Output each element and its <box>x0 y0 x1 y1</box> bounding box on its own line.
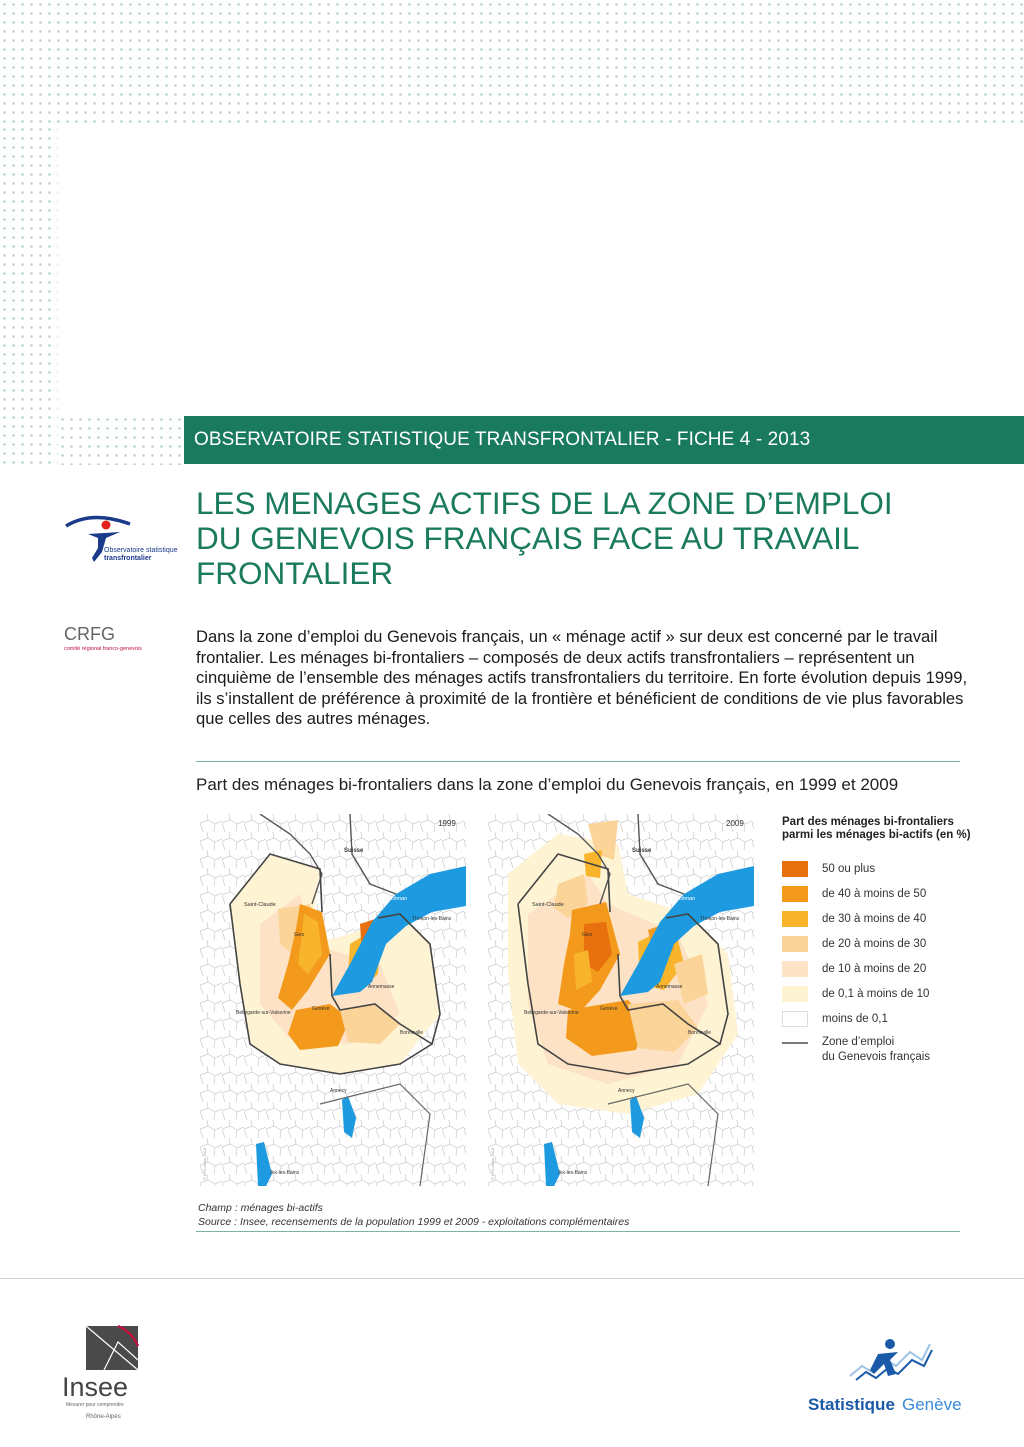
legend-label: de 20 à moins de 30 <box>822 937 927 950</box>
place-label: Thonon-les-Bains <box>700 916 740 922</box>
crfg-name: CRFG <box>64 624 115 644</box>
legend-label: de 0,1 à moins de 10 <box>822 987 930 1000</box>
series-banner: OBSERVATOIRE STATISTIQUE TRANSFRONTALIER - FICHE 4 - 2013 <box>184 416 1024 464</box>
stat-name2: Genève <box>902 1395 962 1414</box>
legend-title: Part des ménages bi-frontaliers parmi les ménages bi-actifs (en %) <box>782 816 971 841</box>
place-label: Aix-les-Bains <box>558 1170 588 1176</box>
legend-item <box>782 956 982 981</box>
place-label: Bonneville <box>688 1030 712 1036</box>
insee-name: Insee <box>62 1372 129 1402</box>
divider <box>196 761 960 762</box>
place-label: Lac Léman <box>380 896 408 902</box>
title-line: DU GENEVOIS FRANÇAIS FACE AU TRAVAIL <box>196 520 860 556</box>
legend-swatch <box>782 936 808 952</box>
map-legend <box>782 816 982 1065</box>
map-copyright: © IGN-Insee 2013 <box>202 1147 207 1180</box>
place-label: Gex <box>294 932 305 938</box>
zone-label-line: du Genevois français <box>822 1051 931 1063</box>
crfg-logo <box>62 622 182 658</box>
place-label: Thonon-les-Bains <box>412 916 452 922</box>
legend-item <box>782 981 982 1006</box>
map-year: 1999 <box>438 819 456 828</box>
map-copyright: © IGN-Insee 2013 <box>490 1147 495 1180</box>
legend-swatch <box>782 986 808 1002</box>
champ-note: Champ : ménages bi-actifs <box>198 1202 323 1214</box>
place-label: Annecy <box>330 1088 347 1094</box>
dot-pattern-top <box>0 0 1024 125</box>
legend-label: de 30 à moins de 40 <box>822 912 927 925</box>
place-label: Genève <box>312 1006 330 1012</box>
legend-label: de 40 à moins de 50 <box>822 887 927 900</box>
place-label: Bonneville <box>400 1030 424 1036</box>
cover-image-panel <box>58 125 1024 415</box>
place-label: Saint-Claude <box>244 902 276 908</box>
intro-paragraph: Dans la zone d’emploi du Genevois français, un « ménage actif » sur deux est concerné par le travail frontalier. Les ménages bi-frontaliers – composés de deux actifs transfrontaliers – représentent un cinquième de l’ensemble des ménages actifs transfrontaliers du territoire. En forte évolution depuis 1999, ils s’installent de préférence à proximité de la frontière et bénéficient de conditions de vie plus favorables que celles des autres ménages. <box>196 627 968 729</box>
legend-label: moins de 0,1 <box>822 1012 888 1025</box>
dot-pattern-left <box>0 125 58 465</box>
legend-swatch <box>782 911 808 927</box>
statistique-geneve-logo <box>800 1330 980 1420</box>
place-label: Annemasse <box>656 984 683 990</box>
legend-zone-label <box>822 1035 930 1065</box>
place-label: Annemasse <box>368 984 395 990</box>
map-year: 2009 <box>726 819 744 828</box>
place-label: Annecy <box>618 1088 635 1094</box>
legend-item <box>782 881 982 906</box>
place-label: Lac Léman <box>668 896 696 902</box>
title-line: FRONTALIER <box>196 555 394 591</box>
insee-logo <box>58 1322 148 1422</box>
stat-head-icon <box>885 1339 895 1349</box>
legend-swatch <box>782 886 808 902</box>
stat-name1: Statistique <box>808 1395 895 1414</box>
source-note: Source : Insee, recensements de la population 1999 et 2009 - exploitations complémentaires <box>198 1216 630 1228</box>
legend-item <box>782 1006 982 1031</box>
figure-notes <box>198 1201 629 1229</box>
logo-head-icon <box>102 521 111 530</box>
legend-item <box>782 856 982 881</box>
obs-line2: transfrontalier <box>104 555 152 562</box>
title-line: LES MENAGES ACTIFS DE LA ZONE D’EMPLOI <box>196 485 893 521</box>
map-2009 <box>488 814 754 1186</box>
place-label: Genève <box>600 1006 618 1012</box>
observatoire-logo <box>62 512 182 568</box>
place-label: Gex <box>582 932 593 938</box>
footer-divider <box>0 1278 1024 1279</box>
legend-label: 50 ou plus <box>822 862 876 875</box>
place-label: Bellegarde-sur-Valserine <box>236 1010 291 1016</box>
place-label: Saint-Claude <box>532 902 564 908</box>
legend-zone-item <box>782 1035 982 1065</box>
zone-label-line: Zone d’emploi <box>822 1036 895 1048</box>
crfg-sub: comité régional franco-genevois <box>64 646 142 652</box>
legend-label: de 10 à moins de 20 <box>822 962 927 975</box>
legend-swatch <box>782 961 808 977</box>
place-label: Suisse <box>632 848 652 854</box>
map-1999 <box>200 814 466 1186</box>
legend-swatch <box>782 861 808 877</box>
place-label: Aix-les-Bains <box>270 1170 300 1176</box>
zone-border-swatch <box>782 1042 808 1044</box>
obs-line1: Observatoire statistique <box>104 547 178 554</box>
dot-pattern-band <box>58 415 184 465</box>
divider <box>196 1231 960 1232</box>
legend-swatch <box>782 1011 808 1027</box>
place-label: Suisse <box>344 848 364 854</box>
legend-item <box>782 906 982 931</box>
insee-sub2: Rhône-Alpes <box>86 1414 121 1420</box>
place-label: Bellegarde-sur-Valserine <box>524 1010 579 1016</box>
page-title <box>196 486 996 591</box>
insee-sub1: Mesurer pour comprendre <box>66 1402 124 1408</box>
figure-title: Part des ménages bi-frontaliers dans la zone d’emploi du Genevois français, en 1999 et 2009 <box>196 775 899 794</box>
legend-item <box>782 931 982 956</box>
